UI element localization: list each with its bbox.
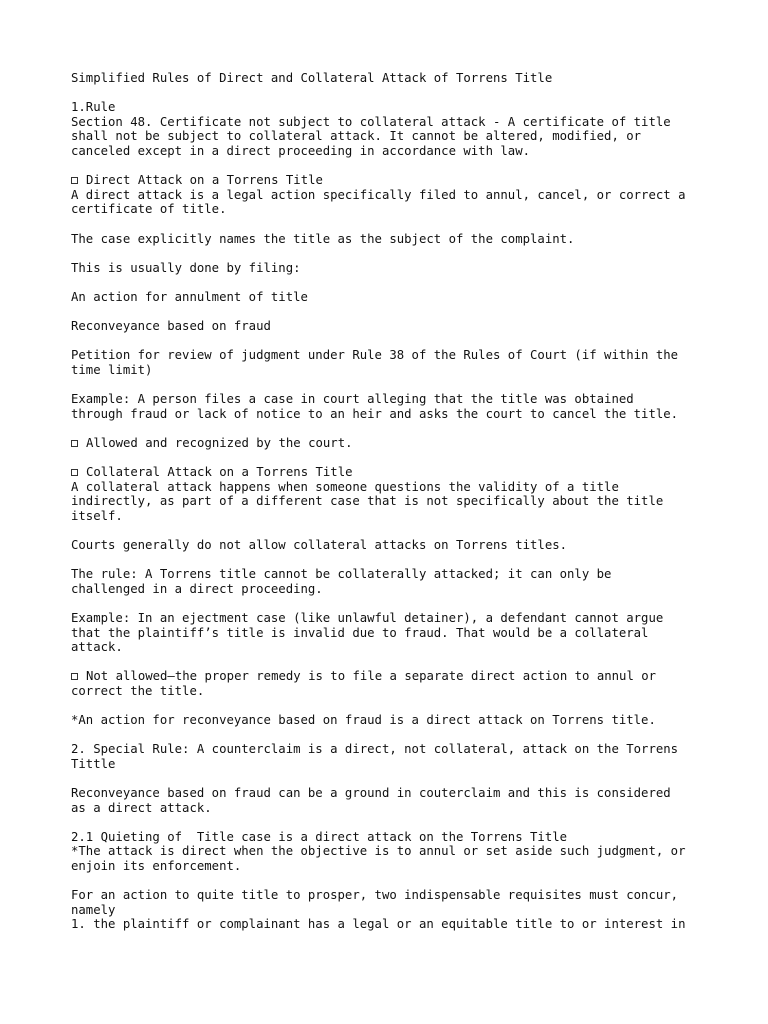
checkbox-bullet-icon xyxy=(71,440,78,447)
the-rule-line-1: The rule: A Torrens title cannot be collaterally attacked; it can only be xyxy=(71,567,612,582)
rule-heading: 1.Rule xyxy=(71,100,116,115)
not-allowed-line-2: correct the title. xyxy=(71,683,205,698)
requisites-line-3: 1. the plaintiff or complainant has a legal or an equitable title to or interest in xyxy=(71,917,686,932)
special-rule-line-1: 2. Special Rule: A counterclaim is a direct, not collateral, attack on the Torrens xyxy=(71,742,679,757)
action-annulment-text: An action for annulment of title xyxy=(71,289,308,304)
collateral-def-line-1: A collateral attack happens when someone questions the validity of a title xyxy=(71,479,619,494)
section48-line-2: shall not be subject to collateral attack. It cannot be altered, modified, or xyxy=(71,129,642,144)
section48-line-1: Section 48. Certificate not subject to collateral attack - A certificate of title xyxy=(71,114,671,129)
example2-line-2: that the plaintiff’s title is invalid due to fraud. That would be a collateral xyxy=(71,625,649,640)
petition-line-1: Petition for review of judgment under Rule 38 of the Rules of Court (if within the xyxy=(71,348,679,363)
the-rule-line-2: challenged in a direct proceeding. xyxy=(71,581,323,596)
example2-line-1: Example: In an ejectment case (like unlawful detainer), a defendant cannot argue xyxy=(71,610,664,625)
not-allowed-line-1: Not allowed—the proper remedy is to file a separate direct action to annul or xyxy=(71,669,711,684)
checkbox-bullet-icon xyxy=(71,177,78,184)
usually-done-text: This is usually done by filing: xyxy=(71,260,301,275)
reconveyance-note: *An action for reconveyance based on fraud is a direct attack on Torrens title. xyxy=(71,713,656,728)
collateral-def-line-3: itself. xyxy=(71,508,123,523)
petition-line-2: time limit) xyxy=(71,362,153,377)
quieting-line-3: enjoin its enforcement. xyxy=(71,859,242,874)
requisites-line-1: For an action to quite title to prosper, two indispensable requisites must concur, xyxy=(71,888,679,903)
case-names-text: The case explicitly names the title as the subject of the complaint. xyxy=(71,231,575,246)
document-page xyxy=(71,71,711,932)
direct-def-line-2: certificate of title. xyxy=(71,202,227,217)
checkbox-bullet-icon xyxy=(71,469,78,476)
quieting-line-2: *The attack is direct when the objective is to annul or set aside such judgment, or xyxy=(71,844,686,859)
special-rule-line-2: Tittle xyxy=(71,756,116,771)
checkbox-bullet-icon xyxy=(71,673,78,680)
direct-attack-heading: Direct Attack on a Torrens Title xyxy=(71,173,711,188)
collateral-attack-heading: Collateral Attack on a Torrens Title xyxy=(71,465,711,480)
courts-generally-text: Courts generally do not allow collateral attacks on Torrens titles. xyxy=(71,538,568,552)
quieting-line-1: 2.1 Quieting of Title case is a direct attack on the Torrens Title xyxy=(71,829,568,844)
example2-line-3: attack. xyxy=(71,640,123,655)
allowed-text: Allowed and recognized by the court. xyxy=(71,436,711,451)
document-title: Simplified Rules of Direct and Collateral Attack of Torrens Title xyxy=(71,71,553,85)
reconveyance-text: Reconveyance based on fraud xyxy=(71,319,271,334)
direct-def-line-1: A direct attack is a legal action specifically filed to annul, cancel, or correct a xyxy=(71,187,686,202)
section48-line-3: canceled except in a direct proceeding in accordance with law. xyxy=(71,143,531,158)
requisites-line-2: namely xyxy=(71,902,116,917)
collateral-def-line-2: indirectly, as part of a different case that is not specifically about the title xyxy=(71,494,664,509)
example1-line-1: Example: A person files a case in court alleging that the title was obtained xyxy=(71,392,634,407)
counterclaim-line-1: Reconveyance based on fraud can be a ground in couterclaim and this is considered xyxy=(71,786,671,801)
counterclaim-line-2: as a direct attack. xyxy=(71,800,212,815)
example1-line-2: through fraud or lack of notice to an heir and asks the court to cancel the title. xyxy=(71,406,679,421)
